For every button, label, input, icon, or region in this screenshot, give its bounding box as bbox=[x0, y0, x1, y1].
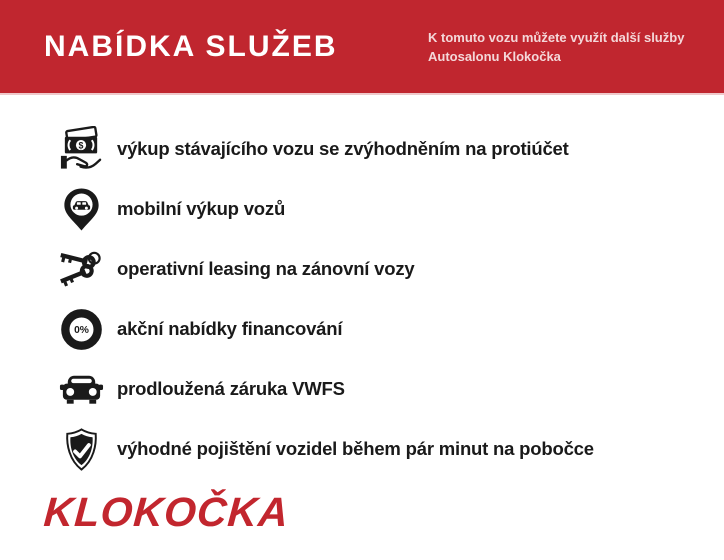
service-label: akční nabídky financování bbox=[117, 318, 343, 339]
page-title: NABÍDKA SLUŽEB bbox=[44, 29, 338, 63]
header-subtitle-line1: K tomuto vozu můžete využít další služby bbox=[428, 29, 685, 45]
svg-text:$: $ bbox=[78, 139, 83, 150]
service-row-financing bbox=[0, 299, 724, 359]
cash-in-hand-icon bbox=[55, 123, 107, 175]
keys-icon bbox=[55, 243, 107, 295]
service-label: výhodné pojištění vozidel během pár minut na pobočce bbox=[117, 438, 594, 459]
header-subtitle bbox=[428, 28, 700, 66]
service-label: výkup stávajícího vozu se zvýhodněním na protiúčet bbox=[117, 138, 569, 159]
service-label: operativní leasing na zánovní vozy bbox=[117, 258, 415, 279]
header-banner bbox=[0, 0, 724, 93]
service-row-trade-in bbox=[0, 119, 724, 179]
service-row-leasing bbox=[0, 239, 724, 299]
service-label: prodloužená záruka VWFS bbox=[117, 378, 345, 399]
map-pin-car-icon bbox=[55, 183, 107, 235]
header-subtitle-line2: Autosalonu Klokočka bbox=[428, 48, 561, 64]
klokocka-logo: KLOKOČKA bbox=[42, 489, 291, 535]
service-row-warranty bbox=[0, 359, 724, 419]
car-front-icon bbox=[55, 363, 107, 415]
zero-percent-icon bbox=[55, 303, 107, 355]
service-row-mobile-buyout bbox=[0, 179, 724, 239]
svg-text:0%: 0% bbox=[73, 324, 89, 336]
shield-check-icon bbox=[55, 423, 107, 475]
service-row-insurance bbox=[0, 419, 724, 479]
services-list bbox=[0, 119, 724, 479]
service-label: mobilní výkup vozů bbox=[117, 198, 286, 219]
